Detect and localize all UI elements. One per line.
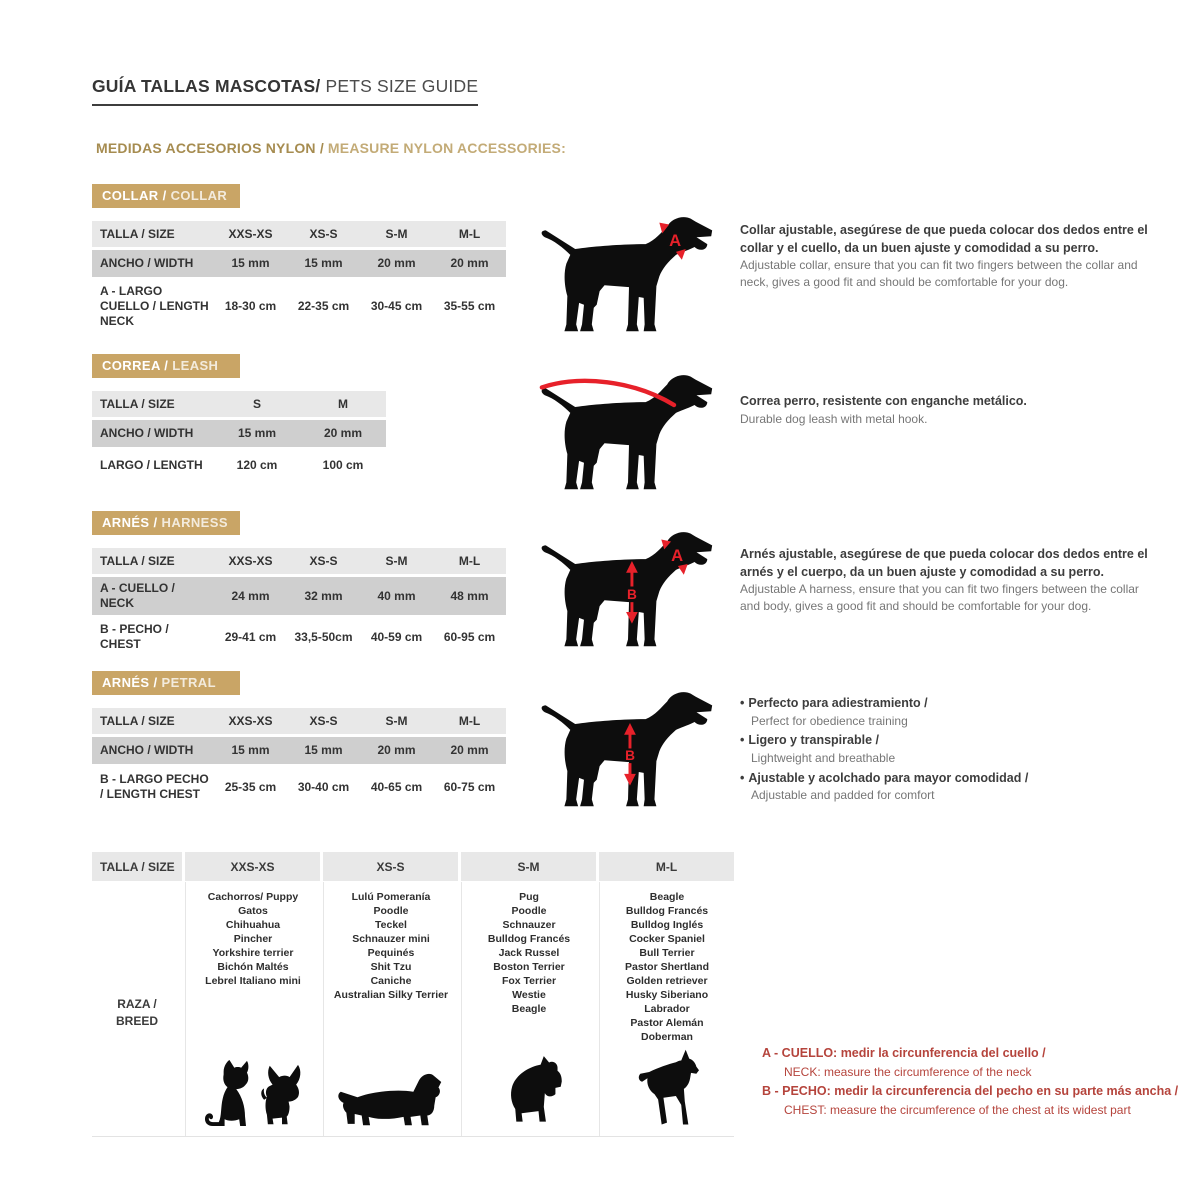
size-header-cell: XXS-XS [228, 226, 273, 241]
breed-item: Lebrel Italiano mini [205, 975, 301, 987]
leash-description-es: Correa perro, resistente con enganche metálico. [740, 394, 1027, 408]
breed-item: Yorkshire terrier [212, 947, 294, 959]
table-cell: 24 mm [231, 588, 270, 603]
schnauzer-silhouette-icon [496, 1054, 562, 1128]
breed-item: Pastor Shertland [624, 961, 710, 973]
size-header-cell: XXS-XS [228, 713, 273, 728]
row-label: LARGO / LENGTH [100, 457, 203, 472]
size-header-cell: M-L [458, 226, 481, 241]
collar-section-badge [92, 184, 240, 208]
dachshund-silhouette-icon [335, 1061, 447, 1128]
breed-item: Golden retriever [626, 975, 708, 987]
dog-harness-measure-icon [536, 518, 722, 655]
breed-row-label-es: RAZA / [117, 996, 157, 1011]
breed-row-label-cell [92, 882, 182, 1136]
size-header-cell: XXS-XS [185, 852, 320, 881]
collar-marker-a: A [669, 231, 682, 251]
breed-row-label [116, 890, 158, 1136]
table-header-row [92, 708, 506, 734]
breed-item: Caniche [370, 975, 412, 987]
breed-item: Gatos [238, 905, 268, 917]
harness-badge-es: ARNÉS / [102, 515, 158, 530]
breed-item: Bulldog Francés [487, 933, 571, 945]
size-header-cell: M-L [458, 713, 481, 728]
breed-item: Australian Silky Terrier [333, 989, 449, 1001]
row-label: B - LARGO PECHO / LENGTH CHEST [100, 772, 209, 801]
breed-item: Bull Terrier [639, 947, 695, 959]
table-cell: 25-35 cm [224, 779, 277, 794]
table-header-row [92, 852, 734, 881]
table-row [92, 618, 506, 656]
table-row [92, 767, 506, 807]
table-cell: 15 mm [304, 256, 343, 270]
size-header-cell: M-L [458, 553, 481, 568]
breed-item: Poodle [511, 905, 547, 917]
size-header-cell: M-L [599, 852, 734, 881]
table-row [92, 280, 506, 333]
breed-list [488, 890, 570, 1016]
size-header-cell: S [252, 396, 261, 411]
silhouette-cell [199, 1054, 307, 1136]
page-title [92, 76, 478, 106]
breed-list [625, 890, 709, 1044]
table-row [92, 450, 386, 480]
breed-item: Boston Terrier [493, 961, 565, 973]
table-cell: 32 mm [304, 588, 343, 603]
row-label: B - PECHO / CHEST [100, 622, 169, 651]
collar-size-table [92, 221, 506, 336]
collar-description-es: Collar ajustable, asegúrese de que pueda colocar dos dedos entre el collar y el cuello, da un buen ajuste y comodidad a su perro. [740, 223, 1148, 255]
harness-section-badge [92, 511, 240, 535]
table-row [92, 250, 506, 277]
measuring-instructions [762, 1044, 1200, 1120]
breed-item: Westie [512, 989, 546, 1001]
breed-item: Fox Terrier [501, 975, 557, 987]
table-cell: 22-35 cm [297, 299, 350, 313]
collar-badge-es: COLLAR / [102, 188, 167, 203]
table-cell: 40 mm [377, 588, 416, 603]
row-label: TALLA / SIZE [100, 713, 175, 728]
dog-leash-icon [536, 361, 722, 498]
harness-description-en: Adjustable A harness, ensure that you can fit two fingers between the collar and body, gives a good fit and should be comfortable for your dog. [740, 582, 1139, 613]
harness-description-es: Arnés ajustable, asegúrese de que pueda colocar dos dedos entre el arnés y el cuerpo, da un buen ajuste y comodidad a su perro. [740, 547, 1148, 579]
size-header-cell: XS-S [309, 553, 338, 568]
breed-item: Cocker Spaniel [629, 933, 705, 945]
dog-collar-measure-icon [536, 203, 722, 340]
breed-item: Doberman [641, 1031, 693, 1043]
size-header-cell: S-M [385, 553, 408, 568]
table-cell: 20 mm [377, 256, 416, 270]
petral-badge-es: ARNÉS / [102, 675, 158, 690]
collar-description [740, 222, 1150, 291]
petral-size-table [92, 708, 506, 810]
size-header-cell: XXS-XS [228, 553, 273, 568]
breed-list [205, 890, 301, 988]
breed-column-m-l [599, 882, 734, 1136]
table-row [92, 420, 386, 447]
breed-item: Bulldog Inglés [630, 919, 704, 931]
doberman-silhouette-icon [635, 1048, 699, 1128]
breed-row-label-en: BREED [115, 1014, 158, 1028]
row-label: A - LARGO CUELLO / LENGTH NECK [100, 284, 209, 328]
breed-item: Chihuahua [225, 919, 281, 931]
breed-item: Husky Siberiano [625, 989, 709, 1001]
page-subtitle [96, 140, 566, 156]
breed-item: Beagle [649, 891, 685, 903]
row-label: TALLA / SIZE [92, 852, 182, 881]
harness-size-table [92, 548, 506, 659]
table-cell: 18-30 cm [224, 299, 277, 313]
annotation-a-en: NECK: measure the circumference of the neck [784, 1065, 1032, 1080]
leash-section-badge [92, 354, 240, 378]
table-header-row [92, 548, 506, 574]
breed-item: Poodle [373, 905, 409, 917]
list-item [740, 695, 1150, 729]
petral-bullet-es: Ajustable y acolchado para mayor comodidad / [748, 770, 1029, 785]
leash-description [740, 393, 1150, 427]
petral-bullet-es: Perfecto para adiestramiento / [748, 696, 928, 710]
table-row [92, 737, 506, 764]
breed-item: Schnauzer mini [352, 933, 430, 945]
bullet-dot-icon: • [740, 770, 745, 785]
row-label: ANCHO / WIDTH [100, 256, 194, 270]
breed-item: Pequinés [367, 947, 415, 959]
size-header-cell: XS-S [323, 852, 458, 881]
table-cell: 29-41 cm [224, 629, 277, 644]
size-header-cell: XS-S [309, 226, 338, 241]
table-cell: 15 mm [231, 743, 270, 757]
table-header-row [92, 221, 506, 247]
row-label: TALLA / SIZE [100, 396, 175, 411]
dog-petral-measure-icon [536, 678, 722, 815]
table-cell: 30-40 cm [297, 779, 350, 794]
table-cell: 33,5-50cm [294, 629, 353, 644]
petral-badge-en: PETRAL [161, 675, 216, 690]
table-cell: 100 cm [322, 457, 364, 472]
table-cell: 20 mm [377, 743, 416, 757]
table-cell: 60-75 cm [443, 779, 496, 794]
table-cell: 120 cm [236, 457, 278, 472]
row-label: TALLA / SIZE [100, 226, 175, 241]
table-cell: 15 mm [237, 426, 277, 440]
breed-item: Beagle [511, 1003, 547, 1015]
breed-item: Labrador [644, 1003, 690, 1015]
table-cell: 40-59 cm [370, 629, 423, 644]
size-header-cell: S-M [385, 226, 408, 241]
leash-size-table [92, 391, 386, 483]
harness-description [740, 546, 1150, 615]
breed-item: Lulú Pomeranía [351, 891, 431, 903]
cat-silhouette-icon [199, 1058, 257, 1128]
row-label: ANCHO / WIDTH [100, 426, 194, 440]
collar-description-en: Adjustable collar, ensure that you can fit two fingers between the collar and neck, gives a good fit and should be comfortable for your dog. [740, 258, 1138, 289]
table-cell: 40-65 cm [370, 779, 423, 794]
breed-item: Schnauzer [502, 919, 556, 931]
page-subtitle-en: MEASURE NYLON ACCESSORIES: [327, 140, 566, 156]
breed-size-table [92, 852, 734, 1137]
table-header-row [92, 391, 386, 417]
size-header-cell: XS-S [309, 713, 338, 728]
leash-badge-es: CORREA / [102, 358, 169, 373]
breed-item: Jack Russel [498, 947, 560, 959]
size-header-cell: M [338, 396, 348, 411]
annotation-a-es: A - CUELLO: medir la circunferencia del cuello / [762, 1046, 1046, 1060]
table-row [92, 577, 506, 615]
harness-marker-a: A [671, 546, 684, 566]
collar-badge-en: COLLAR [170, 188, 228, 203]
petral-bullet-en: Perfect for obedience training [751, 713, 908, 728]
breed-item: Pincher [233, 933, 273, 945]
silhouette-cell [635, 1044, 699, 1136]
table-cell: 20 mm [450, 256, 489, 270]
annotation-b-en: CHEST: measure the circumference of the chest at its widest part [784, 1103, 1131, 1118]
petral-bullet-es: Ligero y transpirable / [748, 733, 879, 748]
page-title-es: GUÍA TALLAS MASCOTAS/ [92, 76, 321, 96]
page-title-en: PETS SIZE GUIDE [325, 76, 479, 96]
row-label: A - CUELLO / NECK [100, 581, 175, 610]
table-cell: 60-95 cm [443, 629, 496, 644]
breed-item: Cachorros/ Puppy [207, 891, 299, 903]
table-cell: 15 mm [304, 743, 343, 757]
page-subtitle-es: MEDIDAS ACCESORIOS NYLON / [96, 140, 324, 156]
breed-list [334, 890, 448, 1002]
breed-column-s-m [461, 882, 596, 1136]
petral-section-badge [92, 671, 240, 695]
row-label: ANCHO / WIDTH [100, 743, 194, 757]
silhouette-cell [496, 1050, 562, 1136]
annotation-b-es: B - PECHO: medir la circunferencia del pecho en su parte más ancha / [762, 1083, 1179, 1098]
petral-bullet-en: Adjustable and padded for comfort [751, 788, 935, 803]
petral-bullet-en: Lightweight and breathable [751, 750, 896, 765]
breed-item: Bichón Maltés [217, 961, 289, 973]
breed-table-body [92, 882, 734, 1137]
leash-badge-en: LEASH [172, 358, 219, 373]
harness-badge-en: HARNESS [161, 515, 228, 530]
table-cell: 20 mm [323, 426, 363, 440]
breed-item: Teckel [375, 919, 407, 931]
breed-item: Shit Tzu [370, 961, 412, 973]
petral-marker-b: B [625, 748, 635, 764]
chihuahua-silhouette-icon [257, 1062, 307, 1128]
list-item [740, 770, 1150, 804]
petral-feature-list [740, 695, 1150, 807]
table-cell: 15 mm [231, 256, 270, 270]
bullet-dot-icon: • [740, 696, 745, 710]
breed-item: Bulldog Francés [625, 905, 709, 917]
breed-item: Pug [519, 891, 539, 903]
silhouette-cell [335, 1057, 447, 1136]
harness-marker-b: B [627, 587, 637, 603]
size-header-cell: S-M [385, 713, 408, 728]
size-header-cell: S-M [461, 852, 596, 881]
table-cell: 20 mm [450, 743, 489, 757]
list-item [740, 732, 1150, 766]
leash-description-en: Durable dog leash with metal hook. [740, 411, 928, 426]
table-cell: 48 mm [450, 588, 489, 603]
table-cell: 30-45 cm [370, 299, 423, 313]
breed-column-xs-s [323, 882, 458, 1136]
table-cell: 35-55 cm [443, 299, 496, 313]
breed-column-xxs-xs [185, 882, 320, 1136]
breed-item: Pastor Alemán [630, 1017, 704, 1029]
row-label: TALLA / SIZE [100, 553, 175, 568]
bullet-dot-icon: • [740, 733, 745, 748]
